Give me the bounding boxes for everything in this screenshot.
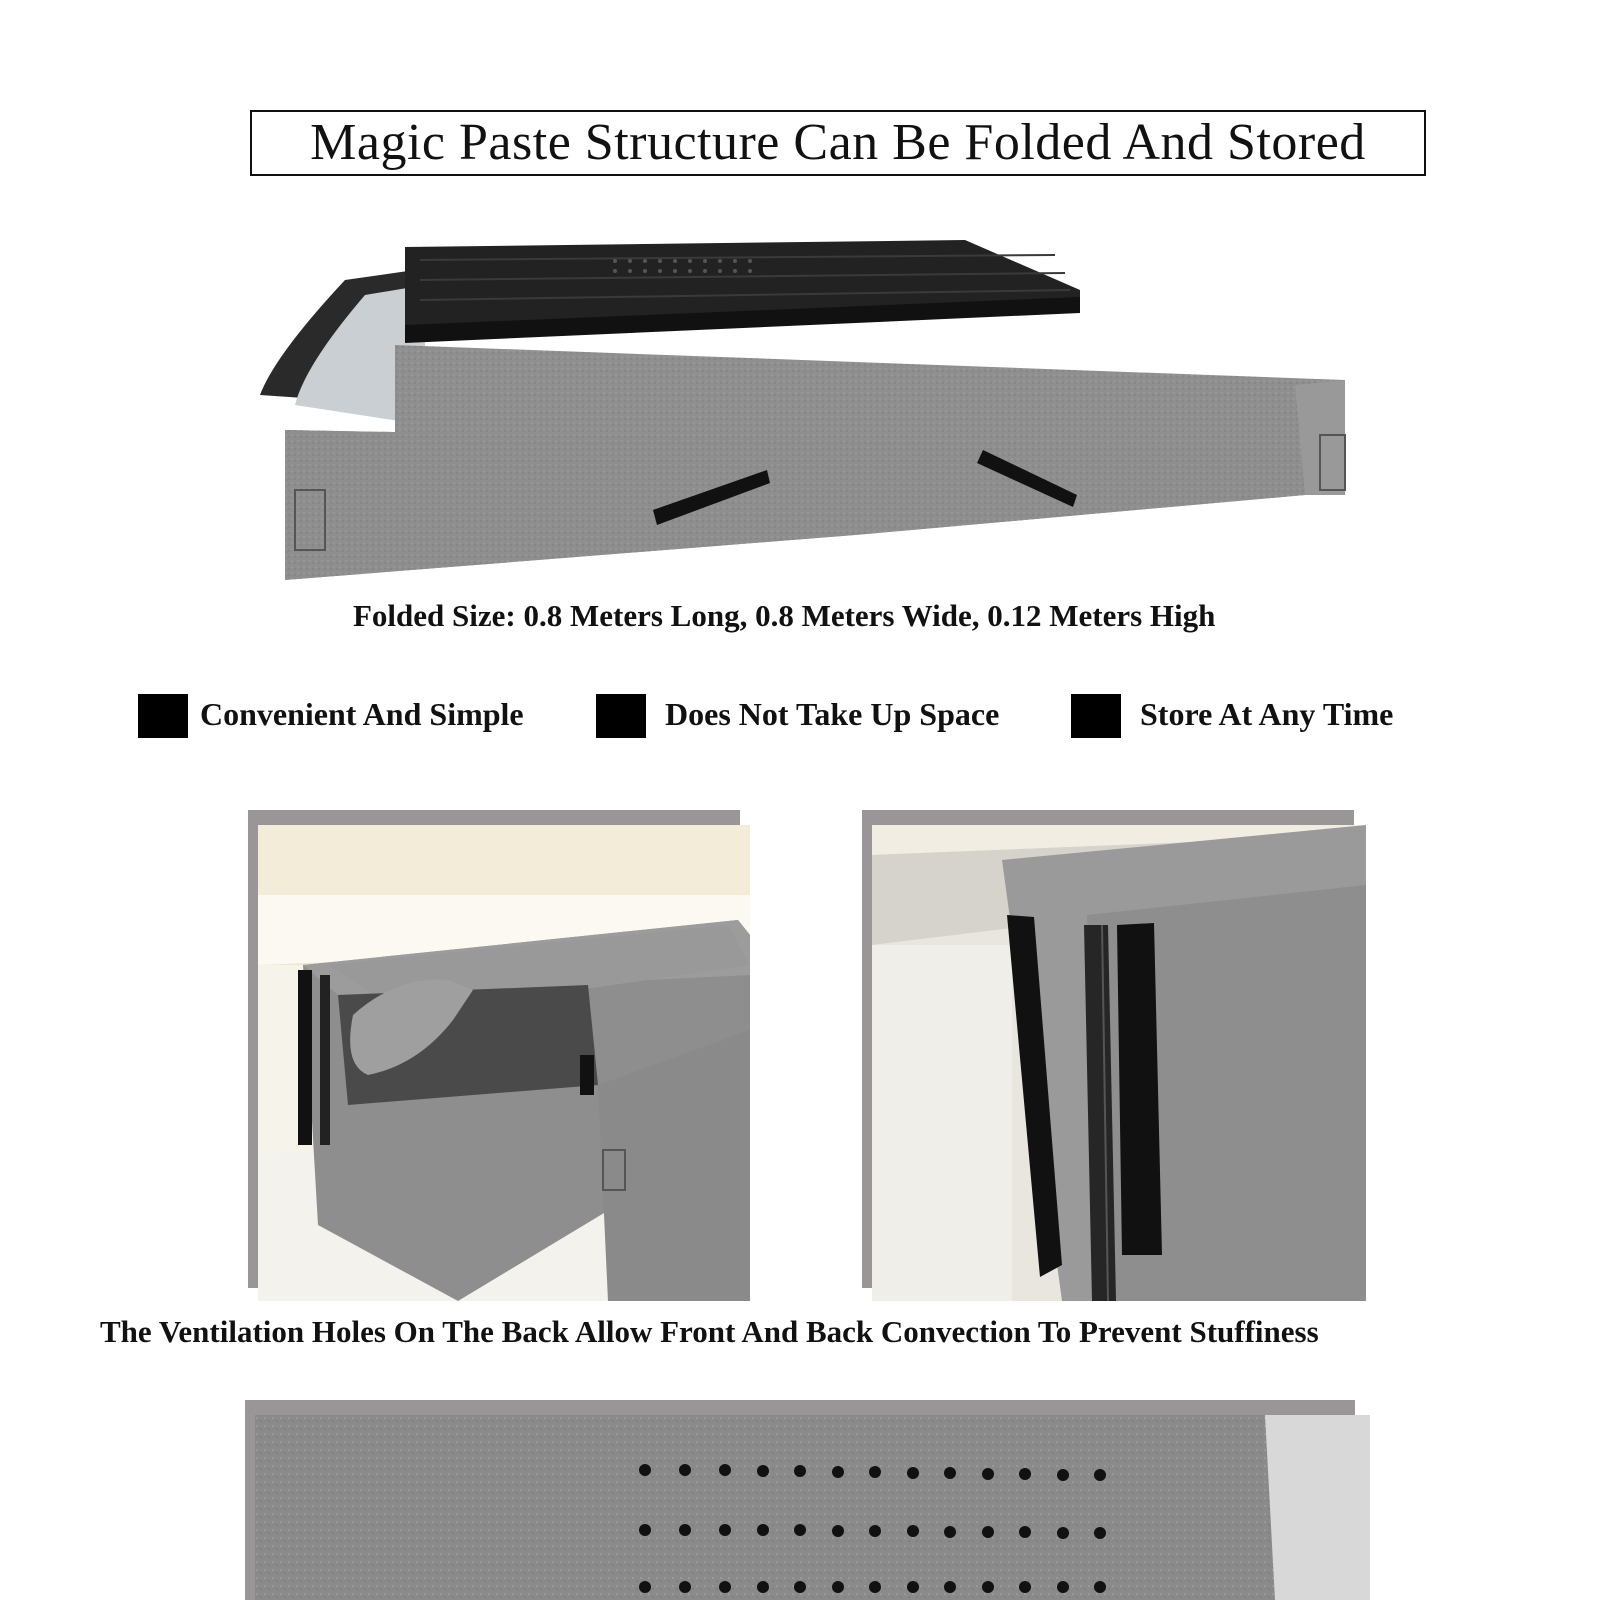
folded-size-caption: Folded Size: 0.8 Meters Long, 0.8 Meters Wide, 0.12 Meters High bbox=[353, 598, 1216, 633]
ventilation-holes-photo bbox=[255, 1415, 1370, 1600]
velcro-closeup-photo bbox=[872, 825, 1366, 1301]
feature-label: Does Not Take Up Space bbox=[665, 696, 1000, 732]
folded-product-photo bbox=[255, 235, 1375, 595]
ventilation-caption: The Ventilation Holes On The Back Allow Front And Back Convection To Prevent Stuffiness bbox=[100, 1314, 1319, 1349]
page-title: Magic Paste Structure Can Be Folded And Stored bbox=[250, 110, 1426, 176]
feature-bullet-icon bbox=[596, 694, 646, 738]
feature-label: Store At Any Time bbox=[1140, 696, 1394, 732]
feature-label: Convenient And Simple bbox=[200, 696, 524, 732]
feature-bullet-icon bbox=[1071, 694, 1121, 738]
bed-setup-photo bbox=[258, 825, 750, 1301]
feature-bullet-icon bbox=[138, 694, 188, 738]
